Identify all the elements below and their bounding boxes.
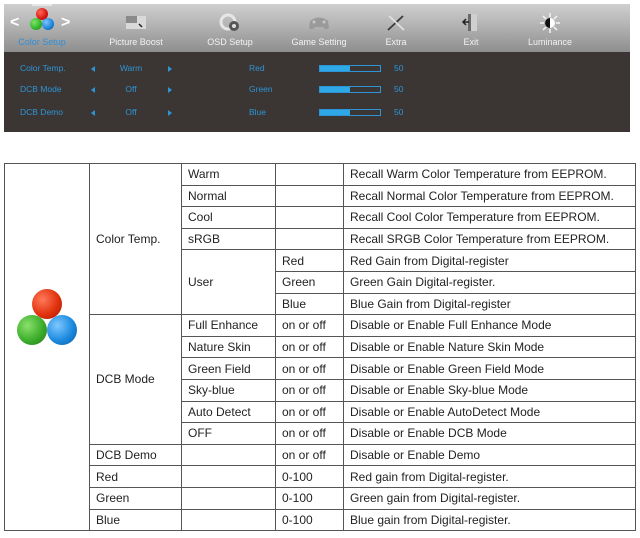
increase-arrow-icon[interactable] — [168, 87, 172, 93]
osd-setup-icon — [218, 12, 242, 34]
option-cell: sRGB — [182, 228, 276, 250]
slider-label: Green — [249, 84, 273, 94]
desc-cell: Disable or Enable AutoDetect Mode — [344, 401, 636, 423]
tab-label: Luminance — [527, 37, 573, 47]
tab-label: Extra — [385, 37, 407, 47]
desc-cell: Recall Normal Color Temperature from EEPROM. — [344, 185, 636, 207]
increase-arrow-icon[interactable] — [168, 66, 172, 72]
rgb-balls-icon — [16, 289, 78, 349]
desc-cell: Red gain from Digital-register. — [344, 466, 636, 488]
range-cell: on or off — [276, 315, 344, 337]
tools-icon — [384, 12, 408, 34]
range-cell: Red — [276, 250, 344, 272]
tab-osd-setup[interactable] — [201, 4, 259, 52]
range-cell: on or off — [276, 336, 344, 358]
range-cell — [276, 185, 344, 207]
nav-right-arrow-icon[interactable]: > — [61, 14, 71, 31]
increase-arrow-icon[interactable] — [168, 110, 172, 116]
slider-value: 50 — [394, 107, 404, 117]
range-cell: 0-100 — [276, 487, 344, 509]
rgb-balls-icon — [29, 8, 55, 32]
dcb-mode-label: DCB Mode — [90, 315, 182, 445]
item-label-cell: Red — [90, 466, 182, 488]
slider-fill — [320, 87, 350, 92]
slider-label: Red — [249, 63, 265, 73]
tab-label: OSD Setup — [207, 37, 253, 47]
range-cell: on or off — [276, 444, 344, 466]
osd-tab-bar — [4, 4, 630, 52]
color-setup-icon-cell — [5, 164, 90, 531]
desc-cell: Green Gain Digital-register. — [344, 271, 636, 293]
range-cell: Blue — [276, 293, 344, 315]
option-cell: Warm — [182, 164, 276, 186]
desc-cell: Blue gain from Digital-register. — [344, 509, 636, 531]
tab-label: Picture Boost — [109, 37, 163, 47]
table-row — [5, 444, 636, 466]
option-cell — [182, 509, 276, 531]
table-row — [5, 315, 636, 337]
option-cell: Sky-blue — [182, 379, 276, 401]
decrease-arrow-icon[interactable] — [91, 87, 95, 93]
range-cell: Green — [276, 271, 344, 293]
slider-fill — [320, 110, 350, 115]
slider-label: Blue — [249, 107, 267, 117]
tab-color-setup[interactable] — [12, 4, 72, 52]
option-cell — [182, 466, 276, 488]
range-cell — [276, 228, 344, 250]
range-cell: 0-100 — [276, 466, 344, 488]
slider-value: 50 — [394, 63, 404, 73]
osd-menu-panel — [4, 4, 630, 132]
setting-value: Off — [125, 84, 137, 94]
option-cell: OFF — [182, 423, 276, 445]
tab-label: Game Setting — [291, 37, 347, 47]
desc-cell: Disable or Enable DCB Mode — [344, 423, 636, 445]
decrease-arrow-icon[interactable] — [91, 110, 95, 116]
gamepad-icon — [307, 12, 331, 34]
range-cell: on or off — [276, 401, 344, 423]
desc-cell: Blue Gain from Digital-register — [344, 293, 636, 315]
setting-label: Color Temp. — [20, 63, 66, 73]
tab-picture-boost[interactable] — [104, 4, 168, 52]
option-cell — [182, 444, 276, 466]
table-row — [5, 487, 636, 509]
desc-cell: Disable or Enable Full Enhance Mode — [344, 315, 636, 337]
tab-exit[interactable] — [456, 4, 486, 52]
option-cell: Normal — [182, 185, 276, 207]
desc-cell: Red Gain from Digital-register — [344, 250, 636, 272]
slider-value: 50 — [394, 84, 404, 94]
table-row — [5, 164, 636, 186]
option-cell — [182, 487, 276, 509]
color-setup-spec-table — [4, 163, 636, 531]
green-slider[interactable] — [319, 86, 381, 93]
slider-fill — [320, 66, 350, 71]
picture-boost-icon — [124, 12, 148, 34]
item-label-cell: Green — [90, 487, 182, 509]
table-row — [5, 509, 636, 531]
desc-cell: Recall Warm Color Temperature from EEPROM. — [344, 164, 636, 186]
range-cell: on or off — [276, 379, 344, 401]
tab-luminance[interactable] — [522, 4, 578, 52]
range-cell: on or off — [276, 358, 344, 380]
desc-cell: Disable or Enable Green Field Mode — [344, 358, 636, 380]
red-slider[interactable] — [319, 65, 381, 72]
table-row — [5, 466, 636, 488]
color-temp-label: Color Temp. — [90, 164, 182, 315]
desc-cell: Disable or Enable Demo — [344, 444, 636, 466]
setting-label: DCB Demo — [20, 107, 63, 117]
option-cell: Auto Detect — [182, 401, 276, 423]
range-cell: 0-100 — [276, 509, 344, 531]
item-label-cell: DCB Demo — [90, 444, 182, 466]
tab-label: Exit — [463, 37, 479, 47]
option-cell: Full Enhance — [182, 315, 276, 337]
setting-value: Warm — [119, 63, 143, 73]
nav-left-arrow-icon[interactable]: < — [10, 14, 20, 31]
desc-cell: Green gain from Digital-register. — [344, 487, 636, 509]
desc-cell: Recall Cool Color Temperature from EEPROM. — [344, 207, 636, 229]
osd-settings-area — [4, 52, 630, 132]
desc-cell: Disable or Enable Nature Skin Mode — [344, 336, 636, 358]
decrease-arrow-icon[interactable] — [91, 66, 95, 72]
tab-label: Color Setup — [18, 37, 66, 47]
setting-value: Off — [125, 107, 137, 117]
option-cell: Nature Skin — [182, 336, 276, 358]
tab-extra[interactable] — [376, 4, 416, 52]
item-label-cell: Blue — [90, 509, 182, 531]
range-cell — [276, 164, 344, 186]
user-option-cell: User — [182, 250, 276, 315]
sun-icon — [538, 12, 562, 34]
tab-game-setting[interactable] — [284, 4, 354, 52]
blue-slider[interactable] — [319, 109, 381, 116]
range-cell: on or off — [276, 423, 344, 445]
range-cell — [276, 207, 344, 229]
option-cell: Cool — [182, 207, 276, 229]
option-cell: Green Field — [182, 358, 276, 380]
setting-label: DCB Mode — [20, 84, 62, 94]
desc-cell: Disable or Enable Sky-blue Mode — [344, 379, 636, 401]
exit-door-icon — [459, 12, 483, 34]
desc-cell: Recall SRGB Color Temperature from EEPROM. — [344, 228, 636, 250]
